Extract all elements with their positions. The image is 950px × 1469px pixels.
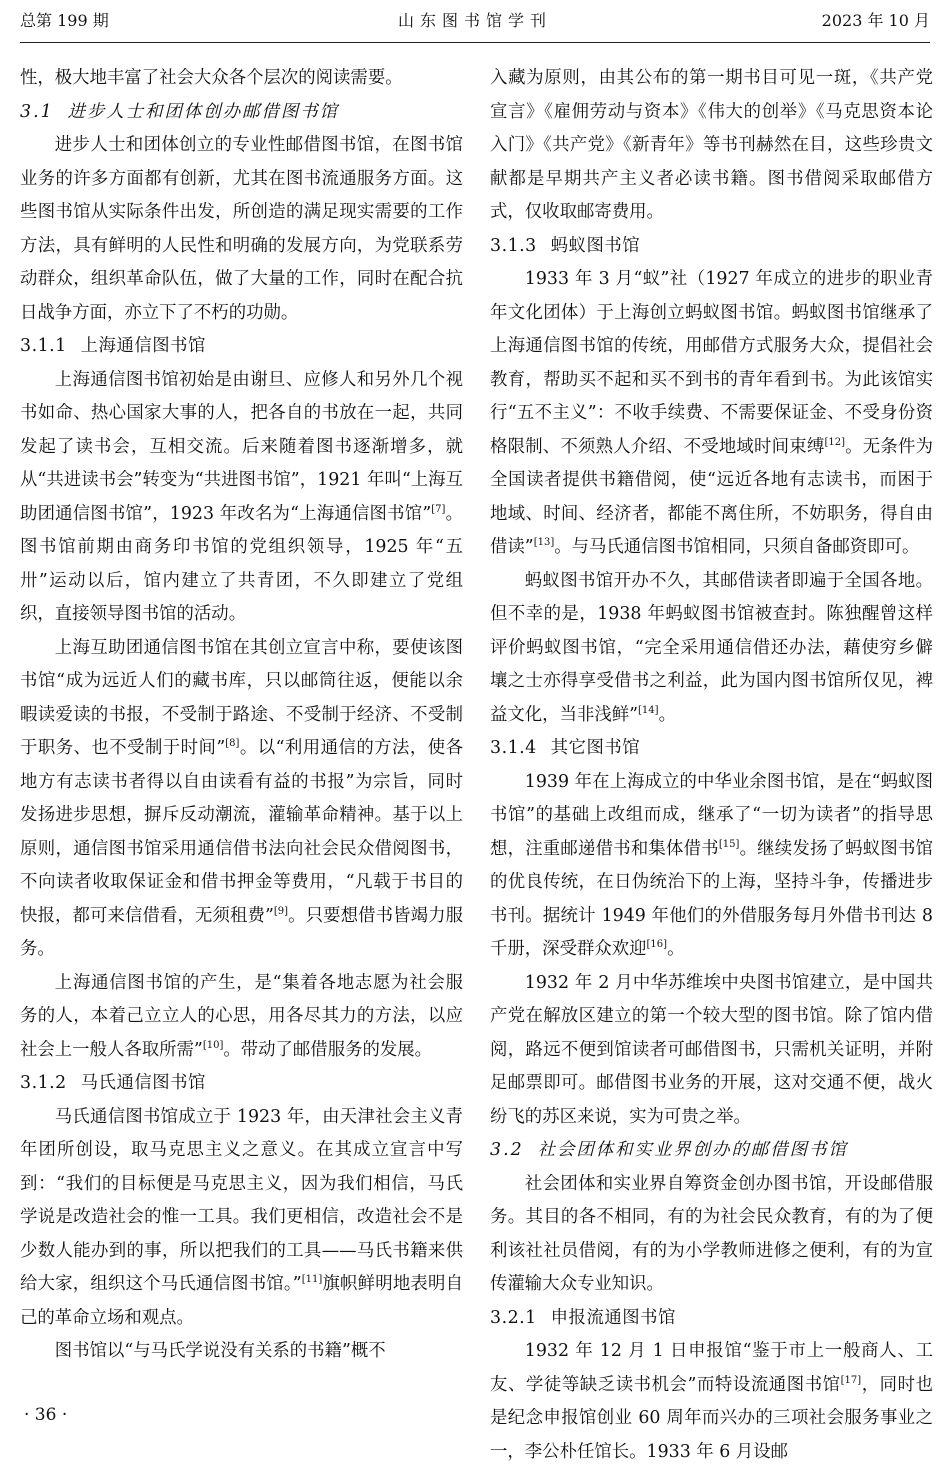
paragraph (490, 967, 933, 1135)
citation-ref: [13] (533, 537, 555, 549)
paragraph-text: 图书馆以“与马氏学说没有关系的书籍”概不 (54, 1341, 386, 1361)
citation-ref: [15] (718, 838, 740, 850)
paragraph-text: 。 (658, 704, 676, 725)
paragraph-text: 上海通信图书馆初始是由谢旦、应修人和另外几个视书如命、热心国家大事的人，把各自的书放在一起，共同发起了读书会，互相交流。后来随着图书逐渐增多，就从“共进读书会”转变为“共进图书馆”，1921 年叫“上海互助团通信图书馆”，1923 年改名为“上海通信图书馆” (20, 369, 463, 524)
section-number: 3.1 (20, 101, 54, 122)
paragraph-text: 蚂蚁图书馆开办不久，其邮借读者即遍于全国各地。但不幸的是，1938 年蚂蚁图书馆被查封。陈独醒曾这样评价蚂蚁图书馆，“完全采用通信借还办法，藉使穷乡僻壤之士亦得享受借书之利益，此为国内图书馆所仅见，裨益文化，当非浅鲜” (490, 570, 933, 725)
paragraph-text: 。以“利用通信的方法，使各地方有志读书者得以自由读看有益的书报”为宗旨，同时发扬进步思想，摒斥反动潮流，灌输革命精神。基于以上原则，通信图书馆采用通信借书法向社会民众借阅图书，不向读者收取保证金和借书押金等费用，“凡载于书目的快报，都可来信借看，无须租费” (20, 738, 463, 926)
section-heading (20, 96, 463, 130)
section-number: 3.1.3 (490, 235, 537, 256)
page-header (20, 0, 930, 43)
paragraph (490, 766, 933, 967)
citation-ref: [7] (431, 503, 446, 515)
section-number: 3.2.1 (490, 1307, 537, 1328)
section-heading (490, 230, 933, 264)
section-number: 3.1.4 (490, 738, 537, 758)
journal-title: 山东图书馆学刊 (397, 11, 552, 30)
paragraph (20, 967, 463, 1068)
citation-ref: [11] (301, 1274, 323, 1286)
paragraph-text: ，同时也是纪念申报馆创业 60 周年而兴办的三项社会服务事业之一，李公朴任馆长。1933 年 6 月设邮 (490, 1374, 933, 1462)
section-number: 3.1.1 (20, 336, 67, 356)
paragraph-text: 上海互助团通信图书馆在其创立宣言中称，要使该图书馆“成为远近人们的藏书库，只以邮筒往返，便能以余暇读爱读的书报，不受制于路途、不受制于经济、不受制于职务、也不受制于时间” (20, 637, 463, 758)
issue-date: 2023 年 10 月 (821, 11, 930, 30)
paragraph (20, 1335, 463, 1369)
left-column (20, 62, 463, 1369)
paragraph-text: 1932 年 2 月中华苏维埃中央图书馆建立，是中国共产党在解放区建立的第一个较大型的图书馆。除了馆内借阅，路远不便到馆读者可邮借图书，只需机关证明，并附足邮票即可。邮借图书业务的开展，这对交通不便，战火纷飞的苏区来说，实为可贵之举。 (490, 972, 933, 1127)
paragraph-text: 。图书馆前期由商务印书馆的党组织领导，1925 年“五卅”运动以后，馆内建立了共青团，不久即建立了党组织，直接领导图书馆的活动。 (20, 503, 463, 624)
paragraph-text: 。无条件为全国读者提供书籍借阅，使“远近各地有志读书，而困于地域、时间、经济者，都能不离住所，不妨职务，得自由借读” (490, 436, 933, 557)
paragraph-text: 进步人士和团体创立的专业性邮借图书馆，在图书馆业务的许多方面都有创新，尤其在图书流通服务方面。这些图书馆从实际条件出发，所创造的满足现实需要的工作方法，具有鲜明的人民性和明确的发展方向，为党联系劳动群众，组织革命队伍，做了大量的工作，同时在配合抗日战争方面，亦立下了不朽的功勋。 (20, 135, 463, 323)
section-heading (20, 330, 463, 364)
paragraph-text: 马氏通信图书馆成立于 1923 年，由天津社会主义青年团所创设，取马克思主义之意义。在其成立宣言中写到：“我们的目标便是马克思主义，因为我们相信，马氏学说是改造社会的惟一工具。我们更相信，改造社会不是少数人能办到的事，所以把我们的工具——马氏书籍来供给大家，组织这个马氏通信图书馆。” (20, 1106, 463, 1294)
section-title: 蚂蚁图书馆 (550, 235, 641, 256)
paragraph-text: 1933 年 3 月“蚁”社（1927 年成立的进步的职业青年文化团体）于上海创立蚂蚁图书馆。蚂蚁图书馆继承了上海通信图书馆的传统，用邮借方式服务大众，提倡社会教育，帮助买不起和买不到书的青年看到书。为此该馆实行“五不主义”：不收手续费、不需要保证金、不受身份资格限制、不须熟人介绍、不受地域时间束缚 (490, 269, 933, 457)
citation-ref: [8] (225, 738, 240, 750)
paragraph (490, 1168, 933, 1302)
paragraph (20, 129, 463, 330)
citation-ref: [10] (202, 1039, 224, 1051)
section-heading (490, 1134, 933, 1168)
section-title: 马氏通信图书馆 (80, 1073, 206, 1093)
section-heading (490, 1302, 933, 1336)
issue-number: 总第 199 期 (20, 11, 109, 30)
right-column (490, 62, 933, 1469)
paragraph (20, 1101, 463, 1336)
paragraph-text: 。与马氏通信图书馆相同，只须自备邮资即可。 (554, 537, 920, 557)
paragraph (20, 632, 463, 967)
paragraph (490, 1335, 933, 1469)
section-heading (20, 1067, 463, 1101)
section-number: 3.1.2 (20, 1073, 67, 1093)
paragraph (20, 364, 463, 632)
paragraph-text: 。 (667, 939, 685, 959)
section-number: 3.2 (490, 1140, 524, 1160)
paragraph-text: 1932 年 12 月 1 日申报馆“鉴于市上一般商人、工友、学徒等缺乏读书机会”而特设流通图书馆 (490, 1341, 933, 1395)
paragraph (20, 62, 463, 96)
paragraph-text: 。继续发扬了蚂蚁图书馆的优良传统，在日伪统治下的上海，坚持斗争，传播进步书刊。据统计 1949 年他们的外借服务每月外借书刊达 8 千册，深受群众欢迎 (490, 838, 933, 959)
paragraph-text: 旗帜鲜明地表明自己的革命立场和观点。 (20, 1274, 463, 1328)
paragraph (490, 263, 933, 565)
paragraph-text: 上海通信图书馆的产生，是“集着各地志愿为社会服务的人，本着己立立人的心思，用各尽其力的方法，以应社会上一般人各取所需” (20, 972, 463, 1060)
paragraph-text: 社会团体和实业界自筹资金创办图书馆，开设邮借服务。其目的各不相同，有的为社会民众教育，有的为了便利该社社员借阅，有的为小学教师进修之便利，有的为宣传灌输大众专业知识。 (490, 1173, 933, 1294)
citation-ref: [16] (646, 939, 668, 951)
section-title: 社会团体和实业界创办的邮借图书馆 (537, 1140, 848, 1160)
section-title: 申报流通图书馆 (550, 1307, 676, 1328)
paragraph-text: 1939 年在上海成立的中华业余图书馆，是在“蚂蚁图书馆”的基础上改组而成，继承了“一切为读者”的指导思想，注重邮递借书和集体借书 (490, 771, 933, 859)
citation-ref: [14] (638, 704, 659, 716)
citation-ref: [9] (273, 905, 289, 917)
page-number: · 36 · (24, 1405, 68, 1425)
paragraph-text: 性，极大地丰富了社会大众各个层次的阅读需要。 (20, 68, 403, 88)
citation-ref: [12] (824, 436, 845, 448)
paragraph-text: 入藏为原则，由其公布的第一期书目可见一斑，《共产党宣言》《雇佣劳动与资本》《伟大的创举》《马克思资本论入门》《共产党》《新青年》等书刊赫然在目，这些珍贵文献都是早期共产主义者必读书籍。图书借阅采取邮借方式，仅收取邮寄费用。 (490, 68, 933, 222)
paragraph-text: 。带动了邮借服务的发展。 (223, 1039, 433, 1060)
paragraph (490, 62, 933, 230)
section-title: 进步人士和团体创办邮借图书馆 (67, 101, 340, 122)
section-title: 其它图书馆 (550, 738, 641, 758)
paragraph-text: 。只要想借书皆竭力服务。 (20, 905, 463, 959)
section-heading (490, 732, 933, 766)
citation-ref: [17] (840, 1374, 862, 1386)
section-title: 上海通信图书馆 (80, 336, 206, 356)
paragraph (490, 565, 933, 733)
